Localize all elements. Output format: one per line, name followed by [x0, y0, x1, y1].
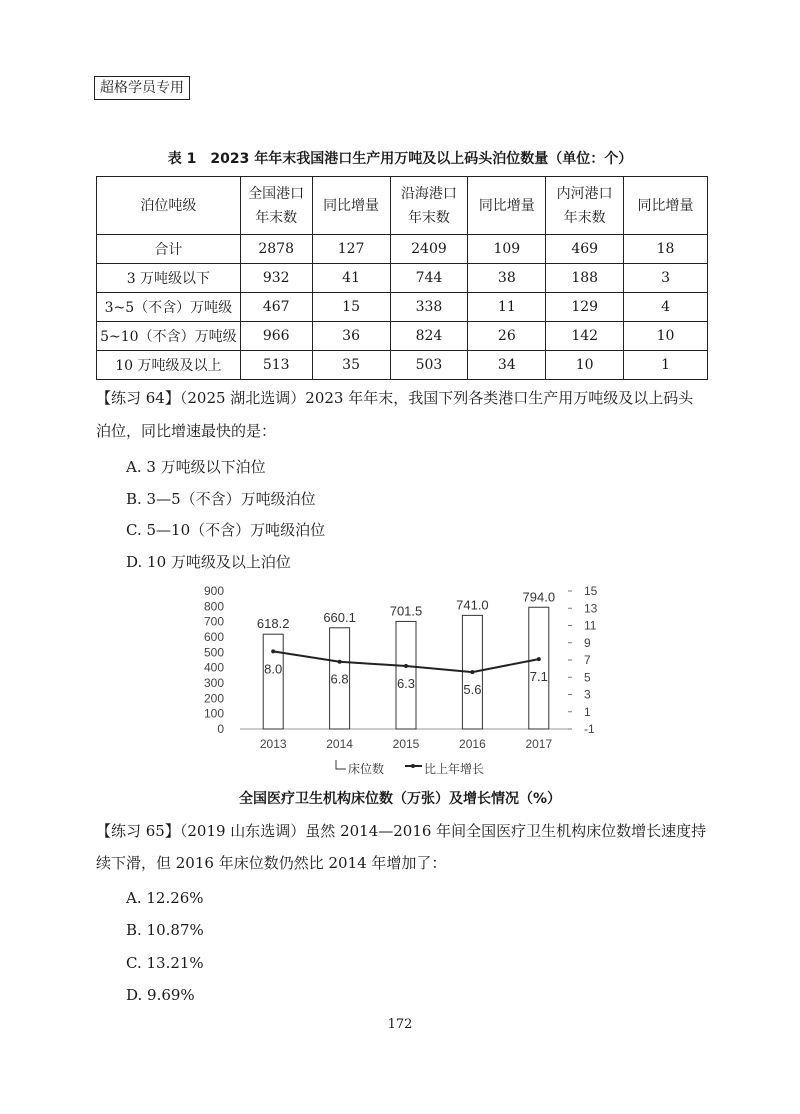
growth-point — [271, 649, 275, 653]
table-cell: 824 — [390, 322, 468, 351]
table-title: 表 1 2023 年年末我国港口生产用万吨及以上码头泊位数量（单位：个） — [167, 151, 633, 167]
table-cell: 3 万吨级以下 — [97, 264, 241, 293]
table-cell: 4 — [624, 293, 708, 322]
growth-data-label: 7.1 — [529, 669, 548, 685]
table-cell: 142 — [546, 322, 624, 351]
x-tick-label: 2013 — [259, 737, 287, 751]
growth-data-label: 6.8 — [330, 671, 349, 687]
growth-data-label: 5.6 — [463, 682, 482, 698]
watermark-stamp: 超格学员专用 — [94, 76, 190, 100]
x-tick-label: 2017 — [525, 737, 553, 751]
table-cell: 35 — [312, 351, 390, 380]
y-right-tick-label: 7 — [584, 653, 591, 667]
table-cell: 15 — [312, 293, 390, 322]
table-cell: 18 — [624, 235, 708, 264]
question-64-line2: 泊位，同比增速最快的是： — [96, 422, 277, 440]
question-64-option-c: C. 5—10（不含）万吨级泊位 — [126, 521, 326, 539]
bar-data-label: 660.1 — [323, 609, 356, 625]
growth-data-label: 6.3 — [396, 676, 416, 692]
header-cell: 全国港口 年末数 — [240, 177, 312, 235]
header-cell: 同比增量 — [468, 177, 546, 235]
table-cell: 1 — [624, 351, 708, 380]
table-cell: 5~10（不含）万吨级 — [97, 322, 241, 351]
table-cell: 36 — [312, 322, 390, 351]
y-right-tick-label: 1 — [584, 704, 591, 719]
growth-point — [537, 657, 541, 661]
table-row — [97, 293, 708, 322]
table-row — [97, 235, 708, 264]
y-right-tick-label: 9 — [584, 635, 591, 650]
question-65-line2: 续下滑，但 2016 年床位数仍然比 2014 年增加了： — [96, 854, 447, 872]
table-cell: 744 — [390, 264, 468, 293]
question-64-option-d: D. 10 万吨级及以上泊位 — [126, 553, 291, 571]
table-cell: 966 — [240, 322, 312, 351]
y-left-tick-label: 700 — [203, 614, 224, 629]
y-left-tick-label: 900 — [203, 584, 224, 598]
table-cell: 503 — [390, 351, 468, 380]
header-cell: 同比增量 — [312, 177, 390, 235]
table-cell: 513 — [240, 351, 312, 380]
question-65-option-c: C. 13.21% — [126, 954, 204, 972]
table-cell: 10 万吨级及以上 — [97, 351, 241, 380]
growth-point — [338, 660, 342, 664]
y-right-tick-label: 11 — [584, 618, 597, 633]
table-cell: 467 — [240, 293, 312, 322]
berth-table — [96, 176, 708, 380]
y-left-tick-label: 100 — [203, 706, 224, 721]
table-cell: 26 — [468, 322, 546, 351]
bar — [263, 634, 283, 729]
chart-caption: 全国医疗卫生机构床位数（万张）及增长情况（%） — [238, 791, 562, 807]
table-cell: 41 — [312, 264, 390, 293]
table-cell: 127 — [312, 235, 390, 264]
y-left-tick-label: 600 — [203, 630, 224, 644]
x-tick-label: 2014 — [326, 737, 353, 751]
y-left-tick-label: 800 — [203, 599, 224, 614]
table-cell: 10 — [546, 351, 624, 380]
bar-data-label: 741.0 — [456, 597, 489, 613]
table-cell: 3 — [624, 264, 708, 293]
header-cell: 沿海港口 年末数 — [390, 177, 468, 235]
y-right-tick-label: 5 — [584, 670, 591, 685]
table-cell: 109 — [468, 235, 546, 264]
legend-line-marker — [411, 764, 415, 768]
table-cell: 188 — [546, 264, 624, 293]
legend-bar-swatch — [336, 760, 346, 769]
table-row — [97, 264, 708, 293]
table-cell: 932 — [240, 264, 312, 293]
y-right-tick-label: -1 — [584, 722, 595, 736]
page-number: 172 — [387, 1017, 413, 1032]
legend-bar-label: 床位数 — [348, 762, 385, 776]
y-right-tick-label: 15 — [584, 584, 598, 598]
legend-line-label: 比上年增长 — [424, 762, 485, 776]
growth-point — [404, 664, 408, 668]
table-header-row — [97, 177, 708, 235]
x-tick-label: 2016 — [459, 737, 486, 751]
question-65-option-d: D. 9.69% — [126, 986, 195, 1004]
table-cell: 469 — [546, 235, 624, 264]
table-row — [97, 351, 708, 380]
bar — [529, 607, 549, 729]
question-64-line1: 【练习 64】（2025 湖北选调）2023 年年末，我国下列各类港口生产用万吨级及以上码头 — [96, 389, 694, 407]
table-cell: 338 — [390, 293, 468, 322]
bar-data-label: 618.2 — [256, 616, 290, 632]
y-left-tick-label: 200 — [203, 691, 224, 706]
y-left-tick-label: 500 — [203, 645, 224, 660]
question-65-option-b: B. 10.87% — [126, 921, 204, 939]
bed-count-chart — [0, 582, 800, 782]
growth-point — [470, 670, 474, 674]
table-cell: 10 — [624, 322, 708, 351]
y-right-tick-label: 13 — [584, 601, 598, 616]
x-tick-label: 2015 — [392, 737, 420, 751]
question-64-option-a: A. 3 万吨级以下泊位 — [126, 458, 266, 476]
bar-data-label: 794.0 — [522, 589, 556, 605]
table-cell: 38 — [468, 264, 546, 293]
header-cell: 同比增量 — [624, 177, 708, 235]
y-right-tick-label: 3 — [584, 687, 591, 702]
table-cell: 2878 — [240, 235, 312, 264]
y-left-tick-label: 300 — [203, 676, 224, 690]
table-cell: 2409 — [390, 235, 468, 264]
header-cell: 泊位吨级 — [97, 177, 241, 235]
y-left-tick-label: 400 — [203, 660, 224, 675]
table-cell: 合计 — [97, 235, 241, 264]
table-cell: 34 — [468, 351, 546, 380]
table-row — [97, 322, 708, 351]
growth-data-label: 8.0 — [264, 661, 283, 677]
question-64-option-b: B. 3—5（不含）万吨级泊位 — [126, 490, 316, 508]
y-left-tick-label: 0 — [217, 722, 224, 736]
header-cell: 内河港口 年末数 — [546, 177, 624, 235]
table-cell: 3~5（不含）万吨级 — [97, 293, 241, 322]
question-65-line1: 【练习 65】（2019 山东选调）虽然 2014—2016 年间全国医疗卫生机构床位数增长速度持 — [96, 822, 707, 840]
table-cell: 129 — [546, 293, 624, 322]
table-cell: 11 — [468, 293, 546, 322]
bar-data-label: 701.5 — [389, 603, 423, 619]
question-65-option-a: A. 12.26% — [126, 889, 204, 907]
